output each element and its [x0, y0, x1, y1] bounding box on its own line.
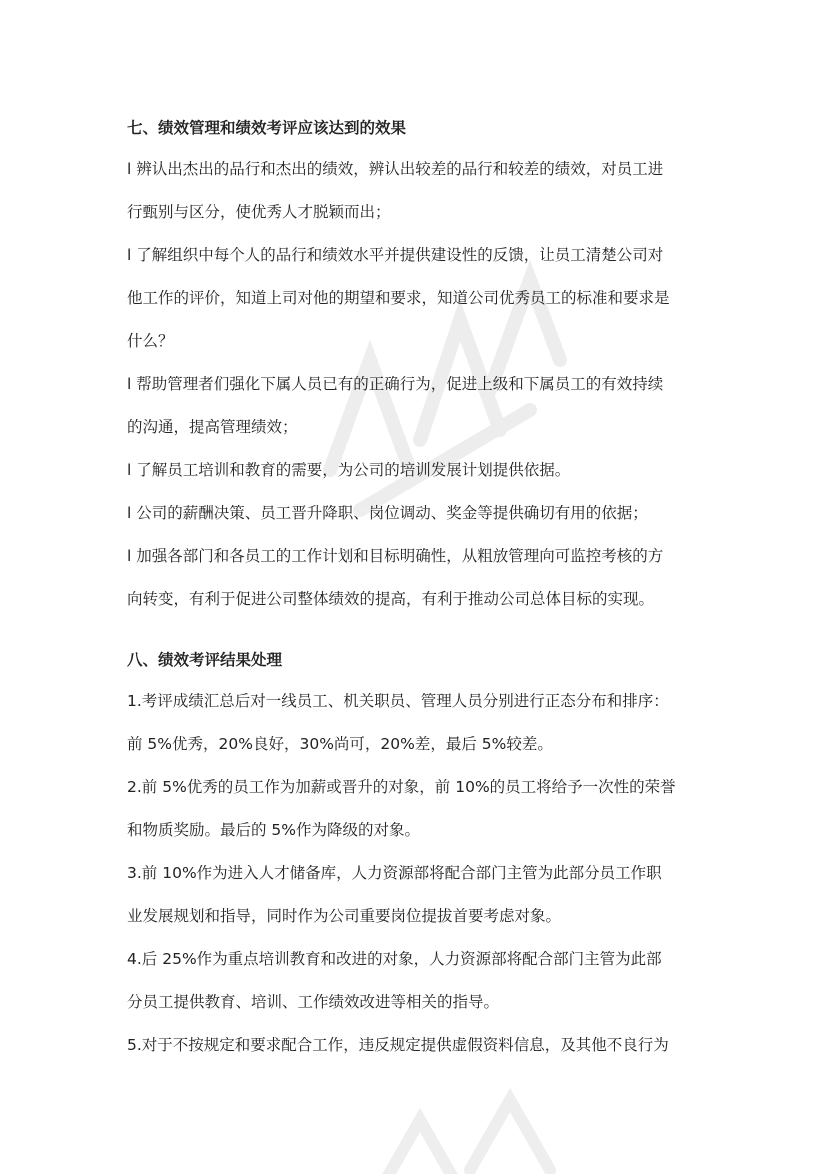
- text-line: l 了解组织中每个人的品行和绩效水平并提供建设性的反馈，让员工清楚公司对: [127, 246, 664, 264]
- text-line: 分员工提供教育、培训、工作绩效改进等相关的指导。: [127, 993, 500, 1011]
- text-line: 4.后 25%作为重点培训教育和改进的对象，人力资源部将配合部门主管为此部: [127, 950, 662, 968]
- text-line: l 公司的薪酬决策、员工晋升降职、岗位调动、奖金等提供确切有用的依据；: [127, 504, 648, 522]
- section-8-item-4: [127, 938, 717, 1024]
- section-gap: [127, 621, 717, 640]
- text-line: 向转变，有利于促进公司整体绩效的提高，有利于推动公司总体目标的实现。: [127, 590, 655, 608]
- section-7-item-1: [127, 148, 717, 234]
- document-body: [127, 108, 717, 1067]
- text-line: 1.考评成绩汇总后对一线员工、机关职员、管理人员分别进行正态分布和排序：: [127, 692, 669, 710]
- text-line: 和物质奖励。最后的 5%作为降级的对象。: [127, 821, 421, 839]
- text-line: 的沟通，提高管理绩效；: [127, 418, 298, 436]
- text-line: 他工作的评价，知道上司对他的期望和要求，知道公司优秀员工的标准和要求是: [127, 289, 670, 307]
- section-7-item-6: [127, 535, 717, 621]
- text-line: l 辨认出杰出的品行和杰出的绩效，辨认出较差的品行和较差的绩效，对员工进: [127, 160, 664, 178]
- section-8-heading: 八、绩效考评结果处理: [127, 651, 283, 669]
- text-line: l 加强各部门和各员工的工作计划和目标明确性，从粗放管理向可监控考核的方: [127, 547, 664, 565]
- text-line: 什么？: [127, 332, 174, 350]
- section-8-item-5: [127, 1024, 717, 1067]
- text-line: 行甄别与区分，使优秀人才脱颖而出；: [127, 203, 391, 221]
- section-7-item-3: [127, 363, 717, 449]
- section-7-item-5: [127, 492, 717, 535]
- text-line: 3.前 10%作为进入人才储备库，人力资源部将配合部门主管为此部分员工作职: [127, 864, 662, 882]
- text-line: l 帮助管理者们强化下属人员已有的正确行为，促进上级和下属员工的有效持续: [127, 375, 664, 393]
- text-line: 5.对于不按规定和要求配合工作，违反规定提供虚假资料信息，及其他不良行为: [127, 1036, 669, 1054]
- section-7-heading: 七、绩效管理和绩效考评应该达到的效果: [127, 119, 407, 137]
- text-line: l 了解员工培训和教育的需要，为公司的培训发展计划提供依据。: [127, 461, 571, 479]
- text-line: 2.前 5%优秀的员工作为加薪或晋升的对象，前 10%的员工将给予一次性的荣誉: [127, 778, 676, 796]
- watermark-logo-bottom: [360, 1080, 580, 1174]
- text-line: 前 5%优秀，20%良好，30%尚可，20%差，最后 5%较差。: [127, 735, 553, 753]
- text-line: 业发展规划和指导，同时作为公司重要岗位提拔首要考虑对象。: [127, 907, 562, 925]
- section-7-item-2: [127, 234, 717, 363]
- section-8-item-2: [127, 766, 717, 852]
- section-8-item-1: [127, 680, 717, 766]
- section-8-item-3: [127, 852, 717, 938]
- section-7-item-4: [127, 449, 717, 492]
